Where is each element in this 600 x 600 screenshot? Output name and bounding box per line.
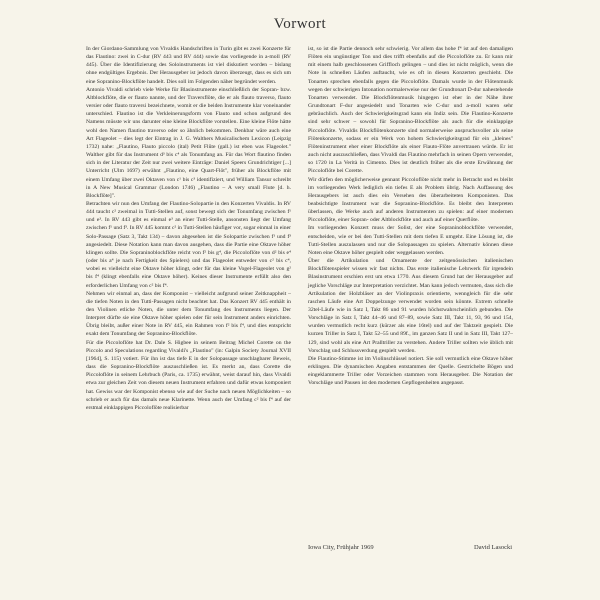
paragraph: Im vorliegenden Konzert muss der Solist, der eine Sopraninoblockflöte verwendet, entscheiden, wie er bei den Tutti-Stellen mit dem tiefen E umgeht. Eine Lösung ist, die Tutti-Stellen auszulassen und nur die Solopassagen zu spielen. Alternativ können diese Noten eine Oktave höher gespielt oder weggelassen werden. — [308, 225, 513, 256]
paragraph: In der Giordano-Sammlung von Vivaldis Handschriften in Turin gibt es zwei Konzerte für das Flautino: zwei in C-dur (RV 443 und RV 444) sowie das vorliegende in a-moll (RV 445). Über die Identifizierung des Soloinstruments ist viel diskutiert worden – bislang ohne endgültiges Ergebnis. Der Herausgeber ist jedoch davon überzeugt, dass es sich um eine Sopranino-Blockflöte handelt. Dies soll im Folgenden näher begründet werden. — [86, 46, 291, 85]
paragraph: ist, so ist die Partie dennoch sehr schwierig. Vor allem das hohe f⁴ ist auf den damaligen Flöten ein ungünstiger Ton und dies trifft ebenfalls auf die Piccoloflöte zu. Er kann mir mit einem halb geschlossenen Griffloch gelingen – und dies ist nicht möglich, wenn die Note in schnellen Läufen auftaucht, wie es oft in diesen Konzerten geschieht. Die Tonarten sprechen ebenfalls gegen die Piccoloflöte. Damals wurde in der Flötenmusik wegen der schwierigen Intonation normalerweise nur der Grundtonart D-dur nahestehende Tonarten verwendet. Die Blockflötenmusik hingegen ist eher in der Nähe ihrer Grundtonart F-dur angesiedelt und Tonarten wie C-dur und a-moll waren sehr gebräuchlich. Auch der Schwierigkeitsgrad kann ein Indiz sein. Die Flautino-Konzerte sind sehr schwer – sowohl für Sopranino-Blockflöte als auch für die einklappige Piccoloflöte. Vivaldis Blockflötenkonzerte sind normalerweise anspruchsvoller als seine Flötenkonzerte, sodass er ein Werk von hohem Schwierigkeitsgrad für ein „kleines" Flöteninstrument eher einer Blockflöte als einer Flauto-Flöte anvertrauen würde. Er ist auch nicht auszuschließen, dass Vivaldi das Flautino mehrfach in seinen Opern verwendet, so 1720 in La Verità in Cimento. Dies ist deutlich früher als die erste Erwähnung der Piccoloflöte bei Corette. — [308, 46, 513, 175]
left-column — [86, 45, 291, 412]
paragraph: Für die Piccoloflöte hat Dr. Dale S. Higbee in seinem Beitrag Michel Corette on the Piccolo and Speculations regarding Vivaldi's „Flautino" (in: Galpin Society Journal XVII [1964], S. 115) votiert. Für ihn ist das tiefe E in der Solopassage unschlagbarer Beweis, dass die Sopranino-Blockflöte auszuschließen ist. Es merkt an, dass Corette die Piccoloflöte in seinem Lehrbuch (Paris, ca. 1735) erwähnt, weist darauf hin, dass Vivaldi etwa zur gleichen Zeit von diesem neuen Instrument erfahren und dafür etwas komponiert hat. Gewiss war der Komponist ebenso wie auf der Suche nach neuen Möglichkeiten – so schrieb er auch für das damals neue Klarinette. Wenn auch der Umfang c² bis f⁴ auf der erstmal einklappigen Piccoloflöte realisierbar — [86, 339, 291, 411]
footer-place-date: Iowa City, Frühjahr 1969 — [308, 544, 374, 551]
paragraph: Betrachten wir nun den Umfang der Flautino-Solopartie in den Konzerten Vivaldis. In RV 444 taucht c² zweimal in Tutti-Stellen auf, sonst bewegt sich der Tonumfang zwischen f¹ und e³. In RV 443 gibt es einmal e³ an einer Tutti-Stelle, ansonsten liegt der Umfang zwischen f¹ und f³. In RV 445 kommt c² in Tutti-Stellen häufiger vor, sogar einmal in einer Solo-Passage (Satz 3, Takt 134) – davon abgesehen ist die Solopartie zwischen f¹ und f³ angesiedelt. Diese Notation kann man davon ausgehen, dass die Partie eine Oktave höher klingen sollte. Die Sopraninoblockflöte reicht von f² bis g⁴, die Piccoloflöte von d² bis e⁴ (oder bis a⁴ je nach Fertigkeit des Spielers) und das Flageolet entweder von c² bis c⁴, wobei es vielleicht eine Oktave höher klingt, oder für das kleine Vogel-Flageolet von g² bis f⁴ (klingt ebenfalls eine Oktave höher). Keines dieser Instrumente erfüllt also den erforderlichen Umfang von c² bis f⁴. — [86, 200, 291, 289]
page-title: Vorwort — [273, 16, 327, 32]
paragraph: Wir dürfen den möglicherweise gennant Piccoloflöte nicht mehr in Betracht und es bleibt im vorliegenden Werk lediglich ein tiefes E als Problem übrig. Nach Auffassung des Herausgebers ist auch dies ein Versehen des überarbeiteten Komponisten. Das beabsichtigte Instrument war die Sopranino-Blockflöte. Es bleibt den Interpreten überlassen, die Werke auch auf anderen Instrumenten zu spielen: auf einer modernen Piccoloflöte, einer Sopran- oder Altblockflöte und auch auf einer Querflöte. — [308, 176, 513, 224]
paragraph: Über die Artikulation und Ornamente der zeitgenössischen italienischen Blockflötenspieler wissen wir fast nichts. Das erste italienische Lehrwerk für irgendein Blasinstrument erschien erst um etwa 1770. Aus diesem Grund hat der Herausgeber auf jegliche Vorschläge zur Interpretation verzichtet. Man kann jedoch vermuten, dass sich die Artikulation der Holzbläser an der Violinpraxis orientierte, wenngleich für die sehr raschen Läufe eine Art Doppelzunge verwendet worden sein könnte. Extrem schnelle 32tel-Läufe wie in Satz I, Takt 86 und 91 wurden höchstwahrscheinlich gebunden. Die Vorschläge in Satz I, Takt 44–46 und 87–89, sowie Satz III, Takt 11, 93, 96 und 154, wurden vermutlich recht kurz (kürzer als eine 16tel) und auf der Taktzeit gespielt. Die kurzen Triller in Satz I, Takt 52–55 und 89f., im ganzen Satz II und in Satz III, Takt 127–129, sind wohl als eine Art Pralltriller zu verstehen. Andere Triller sollten wie üblich mit Vorschlag und Schlussverdung gespielt werden. — [308, 258, 513, 354]
right-column — [308, 45, 513, 388]
paragraph: Nehmen wir einmal an, dass der Komponist – vielleicht aufgrund seiner Zeitknappheit – die tiefen Noten in den Tutti-Passagen nicht beachtet hat. Das Konzert RV 445 enthält in den Violinen etliche Noten, die unter dem Tonumfang des Instruments liegen. Der Interpret dürfte sie eine Oktave höher spielen oder für sein Instrument anders einrichten. Übrig bleibt, außer einer Note in RV 445, ein Rahmen von f² bis f⁴, und dies entspricht exakt dem Tonumfang der Sopranino-Blockflöte. — [86, 290, 291, 338]
footer-author: David Lasocki — [474, 544, 513, 551]
paragraph: Antonio Vivaldi schrieb viele Werke für Blasinstrumente einschließlich der Sopran- bzw. Altblockflöte, die er flauto nannte, und der Traversflöte, die er als flauto traverso, flauto versier oder flauto traversi bezeichnete, womit er die beiden Instrumente klar voneinander unterschied. Flautino ist die Verkleinerungsform von Flauto und schon aufgrund des Namens müsste wir uns darunter eine kleine Blockflöte vorstellen. Eine kleine Flöte hätte wohl den Namen flautino traverso oder so ähnlich bekommen. Denkbar wäre auch eine Art Flageolet – dies legt der Eintrag in J. G. Walthers Musicalischem Lexicon (Leipzig 1732) nahe: „Flautino, Flauto piccolo (ital) Petit Flûte (gall.) ist eben was Flageolet." Walther gibt für das Instrument d³ bis c⁴ als Tonumfang an. Für das Wort flautino finden sich in der Literatur der Zeit nur zwei weitere Einträge: Daniel Speers Grundrichtiger [...] Unterricht (Ulm 1697) erwähnt „Flautino, eine Quart-Flöt", früher als Blockflöte mit einem Umfang über zwei Oktaven von c¹ bis c³ identifiziert, und William Tansur schreibt in A New Musical Grammar (London 1746) „Flautino – A very small Flute [d. h. Blockflöte]". — [86, 86, 291, 199]
paragraph: Die Flautino-Stimme ist im Violinschlüssel notiert. Sie soll vermutlich eine Oktave höher erklingen. Die dynamischen Angaben entstammen der Quelle. Gestrichelte Bögen und eingeklammerte Triller oder Vorzeichen stammen vom Herausgeber. Die Notation der Vorschläge und Pausen ist den modernen Gepflogenheiten angepasst. — [308, 355, 513, 387]
